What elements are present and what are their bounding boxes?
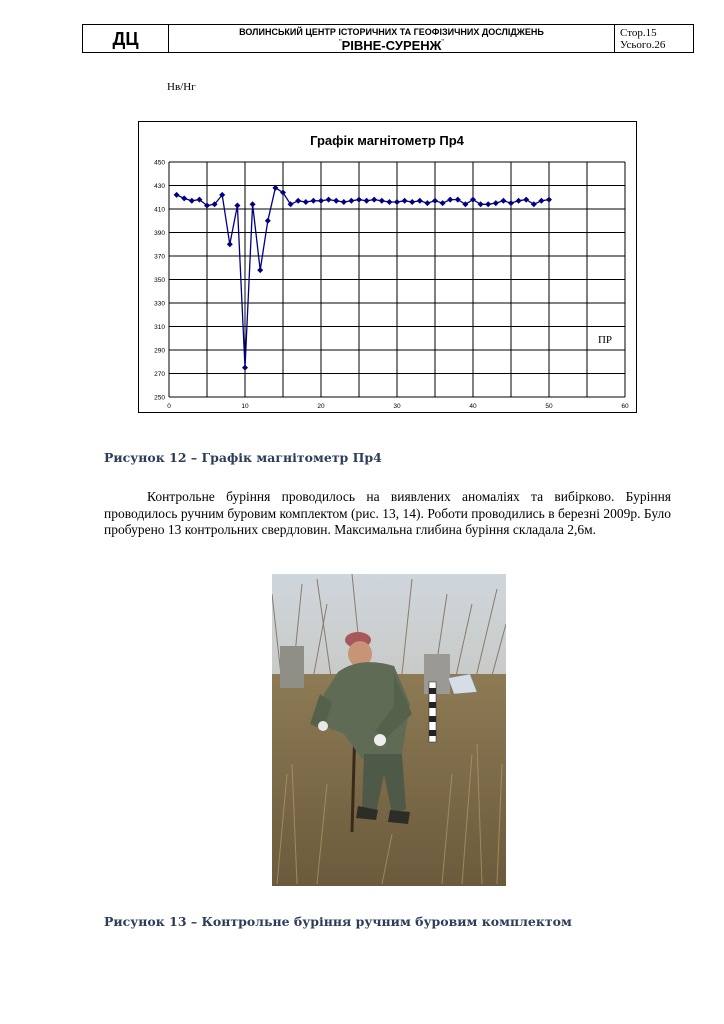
chart-y-unit-label: Нв/Нг: [167, 81, 196, 93]
data-point: [470, 197, 476, 203]
data-point: [356, 197, 362, 203]
data-point: [538, 198, 544, 204]
data-point: [500, 198, 506, 204]
data-point: [508, 200, 514, 206]
quote-close: ": [441, 39, 444, 46]
y-tick-label: 310: [154, 324, 165, 331]
data-point: [250, 201, 256, 207]
data-point: [523, 197, 529, 203]
figure-13-caption: Рисунок 13 – Контрольне буріння ручним буровим комплектом: [104, 914, 572, 929]
data-point: [242, 365, 248, 371]
chart-title: Графік магнітометр Пр4: [310, 133, 464, 148]
data-point: [348, 198, 354, 204]
x-tick-label: 10: [241, 403, 249, 410]
header-pagination: [615, 25, 693, 52]
y-tick-label: 430: [154, 183, 165, 190]
data-point: [394, 199, 400, 205]
data-point: [493, 200, 499, 206]
data-point: [265, 218, 271, 224]
data-point: [181, 195, 187, 201]
page-total: Усього.26: [620, 39, 666, 51]
drilling-photo: [272, 574, 506, 886]
data-point: [485, 201, 491, 207]
data-point: [318, 198, 324, 204]
data-point: [371, 197, 377, 203]
data-point: [432, 198, 438, 204]
data-point: [455, 197, 461, 203]
header-organization: [169, 25, 615, 52]
y-tick-label: 250: [154, 394, 165, 402]
organization-subtitle: [169, 39, 614, 52]
data-point: [174, 192, 180, 198]
x-tick-label: 50: [545, 403, 553, 410]
data-point: [310, 198, 316, 204]
x-tick-label: 60: [621, 403, 629, 410]
page-header: [82, 24, 694, 53]
chart-x-axis-label: ПР: [597, 334, 613, 346]
data-point: [227, 241, 233, 247]
y-tick-label: 290: [154, 347, 165, 355]
y-tick-label: 350: [154, 277, 165, 284]
data-point: [546, 197, 552, 203]
x-tick-label: 30: [393, 403, 401, 410]
data-point: [447, 197, 453, 203]
y-tick-label: 330: [154, 300, 165, 308]
x-tick-label: 40: [469, 403, 477, 410]
data-point: [440, 200, 446, 206]
data-point: [295, 198, 301, 204]
y-tick-label: 390: [154, 230, 165, 237]
y-tick-label: 270: [154, 371, 165, 378]
data-point: [326, 197, 332, 203]
data-point: [189, 198, 195, 204]
data-point: [424, 200, 430, 206]
data-point: [478, 201, 484, 207]
x-tick-label: 0: [167, 403, 171, 410]
data-point: [402, 198, 408, 204]
data-point: [333, 198, 339, 204]
paragraph-text: Контрольне буріння проводилось на виявлених аномаліях та вибірково. Буріння проводилось ручним буровим комплектом (рис. 13, 14). Роботи проводились в березні 2009р. Було пробурено 13 контрольних свердловин. Максимальна глибина буріння складала 2,6м.: [104, 489, 671, 537]
body-paragraph: [104, 489, 671, 539]
header-code: ДЦ: [83, 25, 169, 52]
data-point: [364, 198, 370, 204]
data-point: [234, 202, 240, 208]
page-number: Стор.15: [620, 27, 657, 39]
chart-canvas: [139, 122, 636, 412]
data-point: [516, 198, 522, 204]
data-point: [303, 199, 309, 205]
organization-brand: РІВНЕ-СУРЕНЖ: [341, 38, 442, 53]
y-tick-label: 410: [154, 206, 165, 214]
data-point: [341, 199, 347, 205]
data-point: [531, 201, 537, 207]
x-tick-label: 20: [317, 403, 325, 410]
organization-name: ВОЛИНСЬКИЙ ЦЕНТР ІСТОРИЧНИХ ТА ГЕОФІЗИЧНИХ ДОСЛІДЖЕНЬ: [239, 27, 544, 37]
series-line: [177, 188, 549, 368]
data-point: [462, 201, 468, 207]
data-point: [417, 198, 423, 204]
data-point: [379, 198, 385, 204]
y-tick-label: 370: [154, 253, 165, 261]
figure-12-caption: Рисунок 12 – Графік магнітометр Пр4: [104, 450, 382, 465]
data-point: [409, 199, 415, 205]
quote-open: ": [339, 39, 342, 46]
magnetometer-chart: [138, 121, 637, 413]
y-tick-label: 450: [154, 159, 165, 167]
data-point: [386, 199, 392, 205]
data-point: [257, 267, 263, 273]
